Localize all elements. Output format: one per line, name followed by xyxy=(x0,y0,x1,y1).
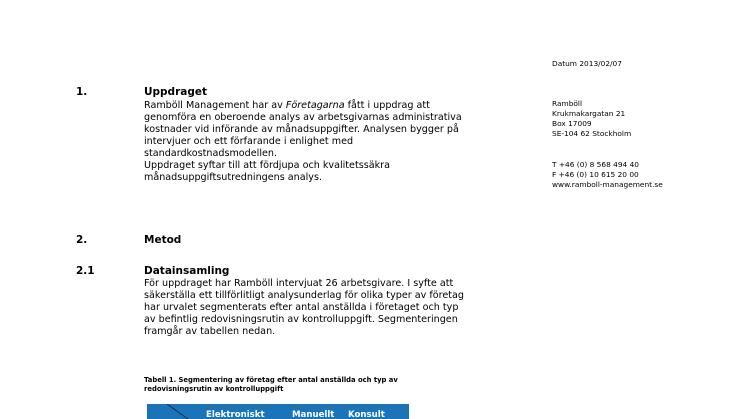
body-line: har urvalet segmenterats efter antal anställda i företaget och typ xyxy=(144,302,459,313)
body-line: av befintlig redovisningsrutin av kontrolluppgift. Segmenteringen xyxy=(144,314,458,325)
fax-line: F +46 (0) 10 615 20 00 xyxy=(552,170,639,179)
italic-org-name: Företagarna xyxy=(285,100,345,111)
address-line: Ramböll xyxy=(552,99,583,108)
diagonal-header-cell xyxy=(147,404,205,419)
date-text: Datum 2013/02/07 xyxy=(552,59,622,68)
caption-line: redovisningsrutin av kontrolluppgift xyxy=(144,385,284,393)
section-2-number: 2. xyxy=(76,234,88,246)
body-line: månadsuppgiftsutredningens analys. xyxy=(144,172,322,183)
body-line: genomföra en oberoende analys av arbetsgivarnas administrativa xyxy=(144,112,462,123)
body-line: För uppdraget har Ramböll intervjuat 26 arbetsgivare. I syfte att xyxy=(144,278,454,289)
phone-line: T +46 (0) 8 568 494 40 xyxy=(552,160,639,169)
body-line: Uppdraget syftar till att fördjupa och kvalitetssäkra xyxy=(144,160,390,171)
body-line xyxy=(144,100,524,112)
website-line: www.ramboll-management.se xyxy=(552,180,663,189)
body-line: säkerställa ett tillförlitligt analysunderlag för olika typer av företag xyxy=(144,290,464,301)
document-date xyxy=(552,59,622,69)
column-header-konsult: Konsult xyxy=(348,410,385,419)
section-2-1-title: Datainsamling xyxy=(144,265,230,277)
text-fragment: fått i uppdrag att xyxy=(344,100,430,111)
address-line: Krukmakargatan 21 xyxy=(552,109,626,118)
section-2-title: Metod xyxy=(144,234,182,246)
address-line: SE-104 62 Stockholm xyxy=(552,129,632,138)
company-contact xyxy=(552,160,663,190)
section-1-body xyxy=(144,100,524,184)
body-line: standardkostnadsmodellen. xyxy=(144,148,278,159)
body-line: framgår av tabellen nedan. xyxy=(144,326,276,337)
table-caption xyxy=(144,376,398,394)
section-2-1-number: 2.1 xyxy=(76,265,95,277)
section-1-title: Uppdraget xyxy=(144,86,207,98)
caption-line: Tabell 1. Segmentering av företag efter antal anställda och typ av xyxy=(144,376,398,384)
section-2-1-body xyxy=(144,278,524,338)
column-header-elektroniskt: Elektroniskt xyxy=(206,410,265,419)
body-line: intervjuer och ett förfarande i enlighet med xyxy=(144,136,354,147)
address-line: Box 17009 xyxy=(552,119,592,128)
body-line: kostnader vid införande av månadsuppgifter. Analysen bygger på xyxy=(144,124,459,135)
segmentation-table-header xyxy=(147,404,409,419)
text-fragment: Ramböll Management har av xyxy=(144,100,286,111)
column-header-manuellt: Manuellt xyxy=(292,410,335,419)
company-address xyxy=(552,99,631,139)
section-1-number: 1. xyxy=(76,86,88,98)
